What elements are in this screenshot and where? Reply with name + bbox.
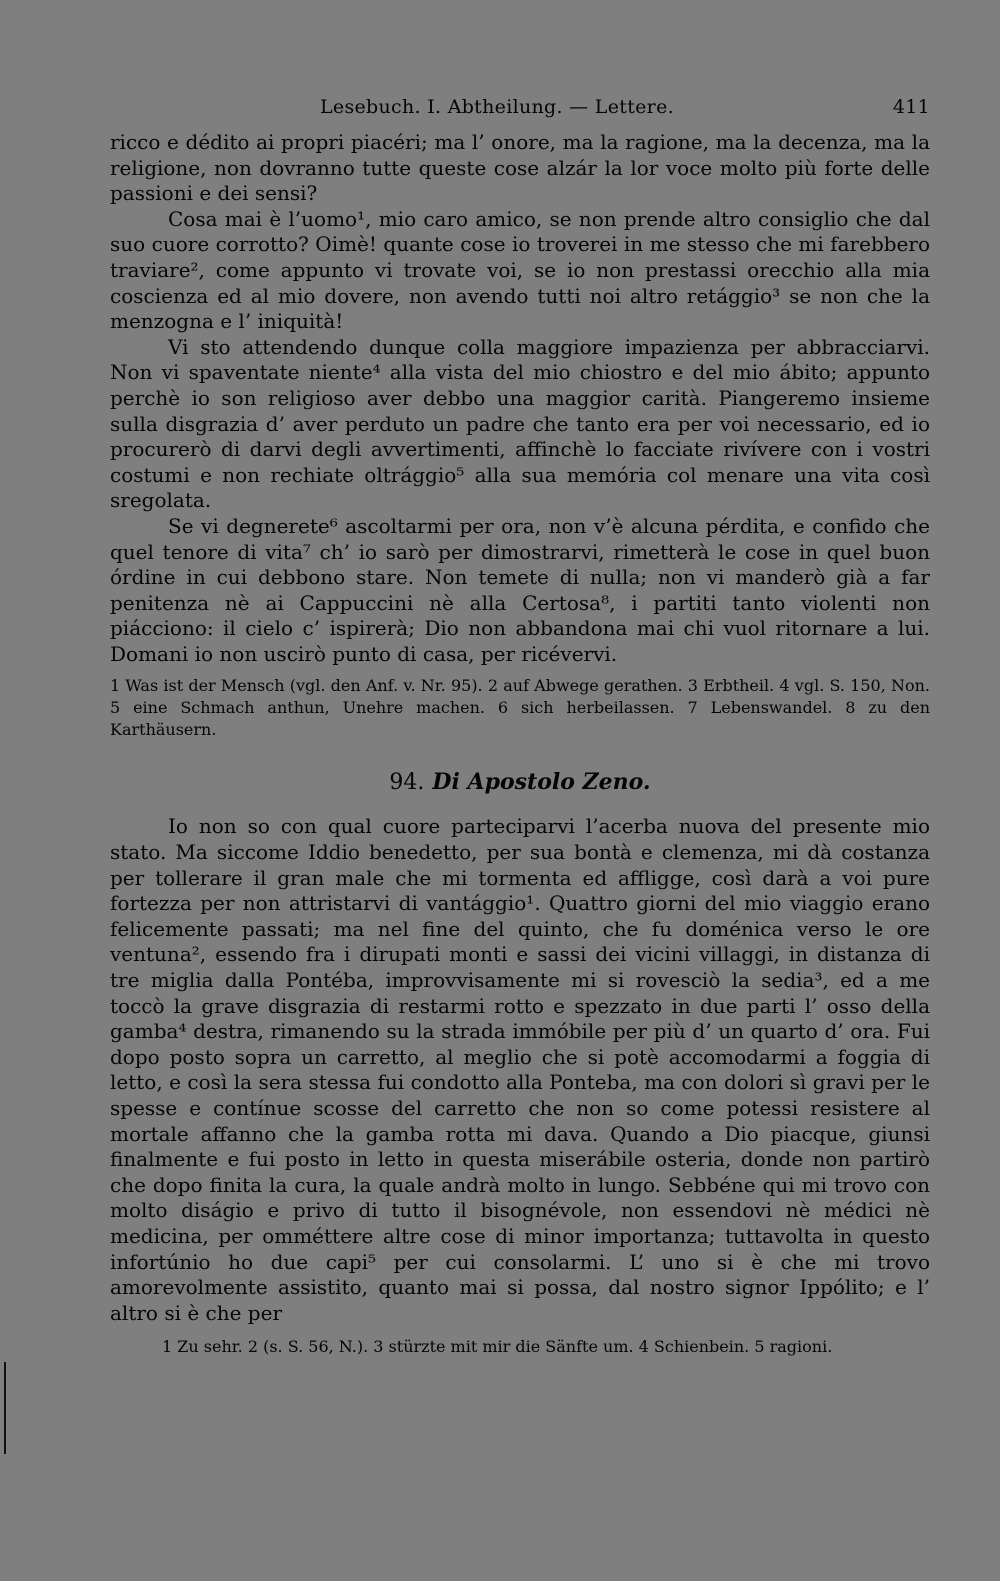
- book-page: [110, 96, 930, 1358]
- section-heading: [110, 767, 930, 798]
- running-header: [110, 96, 930, 130]
- paragraph: Se vi degnerete⁶ ascoltarmi per ora, non v’è alcuna pérdita, e confido che quel tenore di vita⁷ ch’ io sarò per dimostrarvi, rimetterà le cose in quel buon órdine in cui debbono stare. Non temete di nulla; non vi manderò già a far penitenza nè ai Cappuccini nè alla Certosa⁸, i partiti tanto violenti non piácciono: il cielo c’ ispirerà; Dio non abbandona mai chi vuol ritornare a lui. Domani io non uscirò punto di casa, per ricévervi.: [110, 513, 930, 666]
- page-number: 411: [892, 96, 930, 118]
- page-edge-mark: [4, 1362, 6, 1454]
- letter-continuation: [110, 130, 930, 741]
- paragraph: ricco e dédito ai propri piacéri; ma l’ onore, ma la ragione, ma la decenza, ma la religione, non dovranno tutte queste cose alzár la lor voce molto più forte delle passioni e dei sensi?: [110, 130, 930, 206]
- section-number: 94.: [389, 770, 425, 796]
- letter-body: [110, 814, 930, 1358]
- footnotes: 1 Was ist der Mensch (vgl. den Anf. v. Nr. 95). 2 auf Abwege gerathen. 3 Erbtheil. 4 vgl. S. 150, Non. 5 eine Schmach anthun, Unehre machen. 6 sich herbeilassen. 7 Lebenswandel. 8 zu den Karthäusern.: [110, 676, 930, 740]
- running-header-title: Lesebuch. I. Abtheilung. — Lettere.: [320, 96, 674, 118]
- paragraph: Vi sto attendendo dunque colla maggiore impazienza per abbracciarvi. Non vi spaventate niente⁴ alla vista del mio chiostro e del mio ábito; appunto perchè io son religioso aver debbo una maggior carità. Piangeremo insieme sulla disgrazia d’ aver perduto un padre che tanto era per voi necessario, ed io procurerò di darvi degli avvertimenti, affinchè lo facciate rivívere con i vostri costumi e non rechiate oltrággio⁵ alla sua memória col menare una vita così sregolata.: [110, 334, 930, 513]
- footnotes: 1 Zu sehr. 2 (s. S. 56, N.). 3 stürzte mit mir die Sänfte um. 4 Schienbein. 5 ragioni.: [162, 1337, 833, 1357]
- section-title: Di Apostolo Zeno.: [432, 769, 651, 796]
- paragraph: Cosa mai è l’uomo¹, mio caro amico, se non prende altro consiglio che dal suo cuore corrotto? Oimè! quante cose io troverei in me stesso che mi farebbero traviare², come appunto vi trovate voi, se io non prestassi orecchio alla mia coscienza ed al mio dovere, non avendo tutti noi altro retággio³ se non che la menzogna e l’ iniquità!: [110, 206, 930, 334]
- paragraph: Io non so con qual cuore parteciparvi l’acerba nuova del presente mio stato. Ma siccome Iddio benedetto, per sua bontà e clemenza, mi dà costanza per tollerare il gran male che mi tormenta ed affligge, così darà a voi pure fortezza per non attristarvi di vantággio¹. Quattro giorni del mio viaggio erano felicemente passati; ma nel fine del quinto, che fu doménica verso le ore ventuna², essendo fra i dirupati monti e sassi dei vicini villaggi, in distanza di tre miglia dalla Pontéba, improvvisamente mi si rovesciò la sedia³, ed a me toccò la grave disgrazia di restarmi rotto e spezzato in due parti l’ osso della gamba⁴ destra, rimanendo su la strada immóbile per più d’ un quarto d’ ora. Fui dopo posto sopra un carretto, al meglio che si potè accomodarmi a foggia di letto, e così la sera stessa fui condotto alla Ponteba, ma con dolori sì gravi per le spesse e contínue scosse del carretto che non so come potessi resistere al mortale affanno che la gamba rotta mi dava. Quando a Dio piacque, giunsi finalmente e fui posto in letto in questa miserábile osteria, donde non partirò che dopo finita la cura, la quale andrà molto in lungo. Sebbéne qui mi trovo con molto diságio e privo di tutto il bisognévole, non essendovi nè médici nè medicina, per omméttere altre cose di minor importanza; tuttavolta in questo infortúnio ho due capi⁵ per cui consolarmi. L’ uno si è che mi trovo amorevolmente assistito, quanto mai si possa, dal nostro signor Ippólito; e l’ altro si è che per: [110, 814, 930, 1325]
